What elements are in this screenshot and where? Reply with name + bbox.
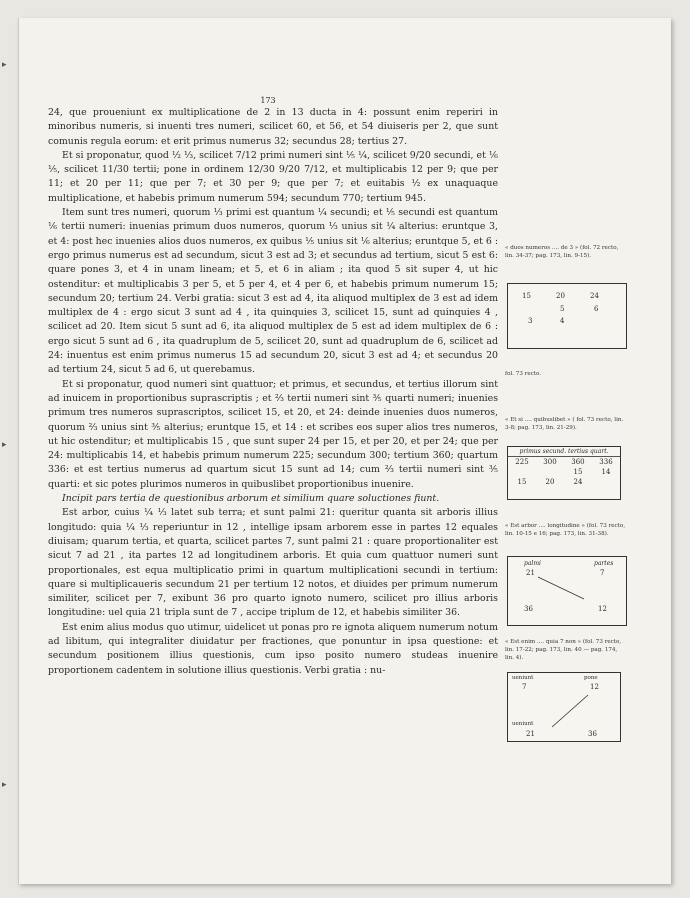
label: partes (594, 560, 614, 567)
diagram-box-4 (507, 672, 621, 742)
cell: 36 (524, 605, 533, 613)
cell: 360 (571, 458, 585, 466)
cell: 12 (598, 605, 607, 613)
paragraph: Et si proponatur, quod numeri sint quattuor; et primus, et secundus, et tertius illorum sint ad inuicem in proportionibus suprascriptis ; et ⅔ tertii numeri sint ⅗ quarti numeri; inuenies primum tres numeros suprascriptos, scilicet 15, et 20, et 24: deinde inuenies duos numeros, quorum ⅔ unius sint ⅗ alterius; eruntque 15, et 14 : et scribes eos super alios tres numeros, ut hic ostenditur; et multiplicabis 15 , que sunt super 24 per 15, et per 20, et per 24; que per 24: multiplicabis 14, et habebis primum numerum 225; secundum 300; tertium 360; quartum 336: et est tertius numerus ad quartum sicut 15 sunt ad 14; cum ⅔ tertii numeri sint ⅗ quarti: et sic potes plurimos numeros in quibuslibet proportionibus inuenire. (48, 378, 498, 490)
cell: 7 (600, 569, 605, 577)
cell: 12 (590, 683, 599, 691)
paragraph: Et si proponatur, quod ½ ⅓, scilicet 7/12 primi numeri sint ⅕ ¼, scilicet 9/20 secundi, et ⅙ ⅕, scilicet 11/30 tertii; pone in ordinem 12/30 9/20 7/12, et multiplicabis 12 per 9; que per 11; et 20 per 11; que per 7; et 30 per 9; que per 7; et euitabis ½ ex unaquaque multiplicatione, et habebis primum numerum 594; secundum 770; tertium 945. (48, 149, 498, 204)
side-note: « Et si .... quibuslibet » ( fol. 73 recto, lin. 3-8; pag. 173, lin. 21-29). (505, 417, 624, 431)
label: ueniunt (512, 675, 534, 681)
paragraph: Est enim alius modus quo utimur, uidelicet ut ponas pro re ignota aliquem numerum notum ad libitum, qui integraliter diuidatur per fractiones, que ponuntur in ipsa questione: et secundum positionem illius questionis, cum ipso posito numero studeas inuenire proportionem cadentem in solutione illius questionis. Verbi gratia : nu- (48, 621, 498, 676)
cell: 15 (522, 292, 531, 300)
main-text (48, 106, 498, 678)
cell: 300 (543, 458, 557, 466)
section-heading: Incipit pars tertia de questionibus arborum et similium quare soluctiones fiunt. (62, 493, 440, 505)
proportion-line (508, 557, 626, 625)
number-box-2 (507, 446, 621, 500)
cell: 21 (526, 730, 535, 738)
cell: 20 (556, 292, 565, 300)
cell: 24 (573, 478, 583, 486)
cell: 14 (601, 468, 611, 476)
cell: 24 (590, 292, 599, 300)
cell: 336 (599, 458, 613, 466)
margin-mark: ▸ (2, 440, 7, 450)
cell: 15 (573, 468, 583, 476)
cell: 3 (528, 317, 533, 325)
page-number: 173 (260, 96, 276, 105)
paragraph: 24, que proueniunt ex multiplicatione de 2 in 13 ducta in 4: possunt enim reperiri in minoribus numeris, si inuenti tres numeri, scilicet 60, et 56, et 54 diuiseris per 2, que sunt comunis regula eorum: et erit primus numerus 32; secundus 28; tertius 27. (48, 107, 498, 147)
cell: 7 (522, 683, 527, 691)
margin-mark: ▸ (2, 60, 7, 70)
margin-mark: ▸ (2, 780, 7, 790)
side-note: fol. 73 recto. (505, 371, 542, 377)
cell: 4 (560, 317, 565, 325)
table-header: primus secund. tertius quart. (508, 447, 620, 457)
side-note: « Est arbor .... longitudine » (fol. 73 recto, lin. 10-15 e 16; pag. 173, lin. 31-38). (505, 523, 626, 537)
diagram-box-3 (507, 556, 627, 626)
cell: 20 (545, 478, 555, 486)
cell: 5 (560, 305, 565, 313)
label: pone (584, 675, 598, 681)
cell: 36 (588, 730, 597, 738)
label: ueniunt (512, 721, 534, 727)
label: palmi (524, 560, 541, 567)
number-box-1 (507, 283, 627, 349)
cell: 15 (517, 478, 527, 486)
side-note: « duos numeros .... de 3 » (fol. 72 recto, lin. 34-37; pag. 173, lin. 9-15). (505, 245, 619, 259)
paragraph: Est arbor, cuius ¼ ⅓ latet sub terra; et sunt palmi 21: queritur quanta sit arboris illius longitudo: quia ¼ ⅓ reperiuntur in 12 , intellige ipsam arborem esse in partes 12 equales diuisam; quarum tertia, et quarta, scilicet partes 7, sunt palmi 21 : quare proportionaliter est sicut 7 ad 21 , ita partes 12 ad longitudinem arboris. Et quia cum quattuor numeri sunt proportionales, est equa multiplicatio primi in quartum multiplicationi secundi in tertium: quare si multiplicaueris secundum 21 per tertium 12 notos, et diuides per primum numerum similiter, scilicet per 7, exibunt 36 pro quarto ignoto numero, scilicet pro illius arboris longitudine: uel quia 21 tripla sunt de 7 , accipe triplum de 12, et habebis similiter 36. (48, 507, 498, 619)
cell: 6 (594, 305, 599, 313)
paragraph: Item sunt tres numeri, quorum ⅓ primi est quantum ¼ secundi; et ⅕ secundi est quantum ⅙ tertii numeri: inuenias primum duos numeros, quorum ⅓ unius sit ¼ alterius: eruntque 3, et 4: post hec inuenies alios duos numeros, ex quibus ⅕ unius sit ⅙ alterius; eruntque 5, et 6 : ergo primus numerus est ad secundum, sicut 3 est ad 3; et secundus ad tertium, sicut 5 est 6: quare pones 3, et 4 in unam lineam; et 5, et 6 in aliam ; ita quod 5 sit super 4, ut hic ostenditur: et multiplicabis 3 per 5, et 5 per 4, et 4 per 6, et habebis primum numerum 15; secundum 20; tertium 24. Verbi gratia: sicut 3 est ad 4, ita aliquod multiplex de 3 est ad idem multiplex de 4 : ergo sicut 3 sunt ad 4 , ita quinquies 3, scilicet 15, sunt ad quinquies 4 , scilicet ad 20. Item sicut 5 sunt ad 6, ita aliquod multiplex de 5 est ad idem multiplex de 6 : ergo sicut 5 sunt ad 6 , ita quadruplum de 5, scilicet 20, sunt ad quadruplum de 6, scilicet ad 24: inuentus est enim primus numerus 15 ad secundum 20, sicut 3 est ad 4; et secundus 20 ad tertium 24, sicut 5 ad 6, ut querebamus. (48, 207, 498, 376)
side-note: « Est enim .... quia 7 non » (fol. 73 recto, lin. 17-22; pag. 173, lin. 40 — pag. 174, lin. 4). (505, 639, 622, 661)
cell: 21 (526, 569, 535, 577)
cell: 225 (515, 458, 529, 466)
